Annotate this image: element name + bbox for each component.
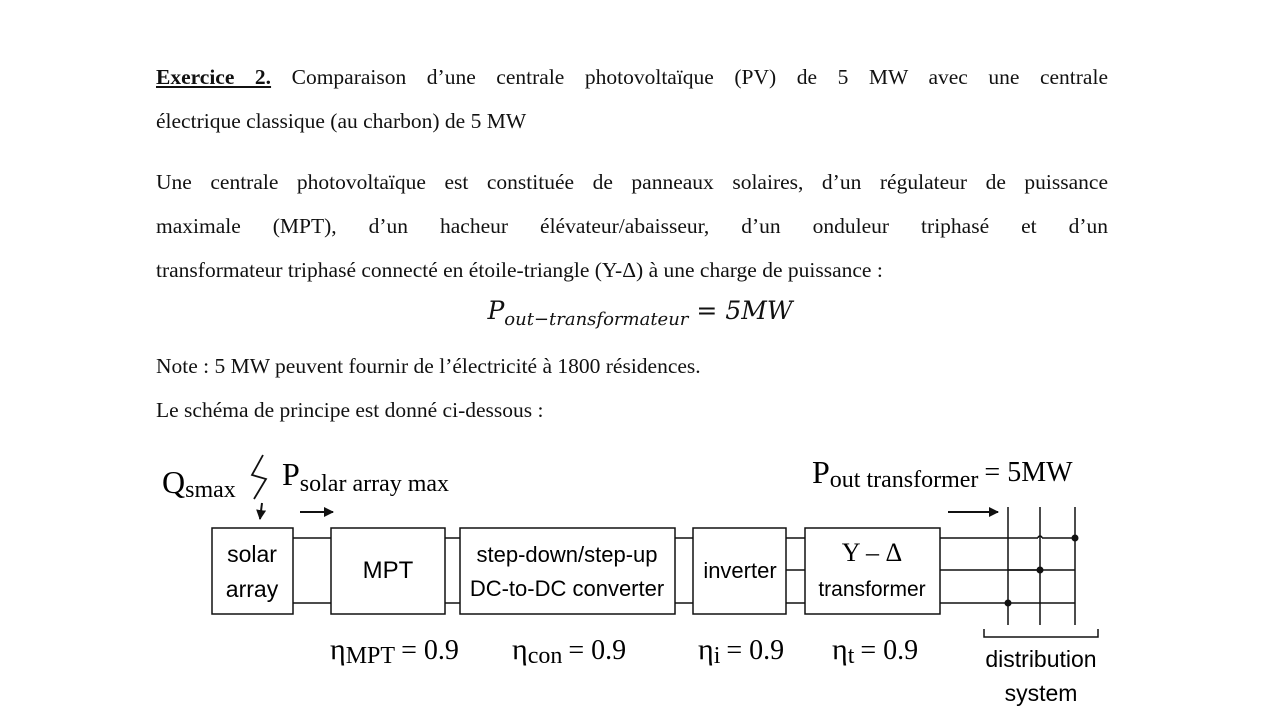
mpt-label: MPT [362,557,414,584]
dc-converter-label-line1: step-down/step-up [476,542,658,567]
q-smax-label: Qsmax [162,464,236,503]
eta-t-label: ηt = 0.9 [832,633,919,669]
description-paragraph [156,160,1108,292]
schema-intro [156,388,1108,432]
distribution-label-line1: distribution [985,646,1097,672]
exercise-heading: Exercice 2. [156,65,272,89]
exercise-title-line2: électrique classique (au charbon) de 5 MW [156,109,527,133]
schema-intro-text: Le schéma de principe est donné ci-dessous : [156,398,544,422]
dc-converter-block [460,528,675,614]
block-diagram [150,445,1110,715]
note-paragraph [156,344,1108,388]
note-text: Note : 5 MW peuvent fournir de l’électricité à 1800 résidences. [156,354,701,378]
formula-symbol: P [487,296,505,325]
p-solar-label: Psolar array max [282,456,450,497]
formula-subscript: out−transformateur [504,309,689,330]
distribution-bracket [984,629,1098,637]
formula-value: 5MW [725,296,793,325]
description-line2: maximale (MPT), d’un hacheur élévateur/abaisseur, d’un onduleur triphasé et d’un [156,214,1108,238]
p-out-label: Pout transformer = 5MW [812,454,1073,493]
eta-con-label: ηcon = 0.9 [512,633,627,669]
description-line3: transformateur triphasé connecté en étoile-triangle (Y-Δ) à une charge de puissance : [156,258,883,282]
distribution-label-line2: system [1004,680,1078,706]
eta-i-label: ηi = 0.9 [698,633,785,669]
eta-mpt-label: ηMPT = 0.9 [330,633,459,669]
power-formula [0,296,1280,330]
transformer-label-line2: transformer [818,578,926,601]
sun-arrow-icon [260,503,262,519]
exercise-title-line1: Comparaison d’une centrale photovoltaïque (PV) de 5 MW avec une centrale [291,65,1108,89]
lightning-icon [252,455,266,499]
description-line1: Une centrale photovoltaïque est constituée de panneaux solaires, d’un régulateur de puissance [156,170,1108,194]
dc-converter-label-line2: DC-to-DC converter [469,576,665,601]
transformer-label-line1: Y – Δ [841,538,903,567]
exercise-title [156,55,1108,143]
solar-array-label-line1: solar [227,541,277,567]
distribution-bus [1008,507,1075,625]
formula-equals: = [696,296,718,325]
solar-array-label-line2: array [225,576,279,602]
inverter-label: inverter [703,558,777,583]
